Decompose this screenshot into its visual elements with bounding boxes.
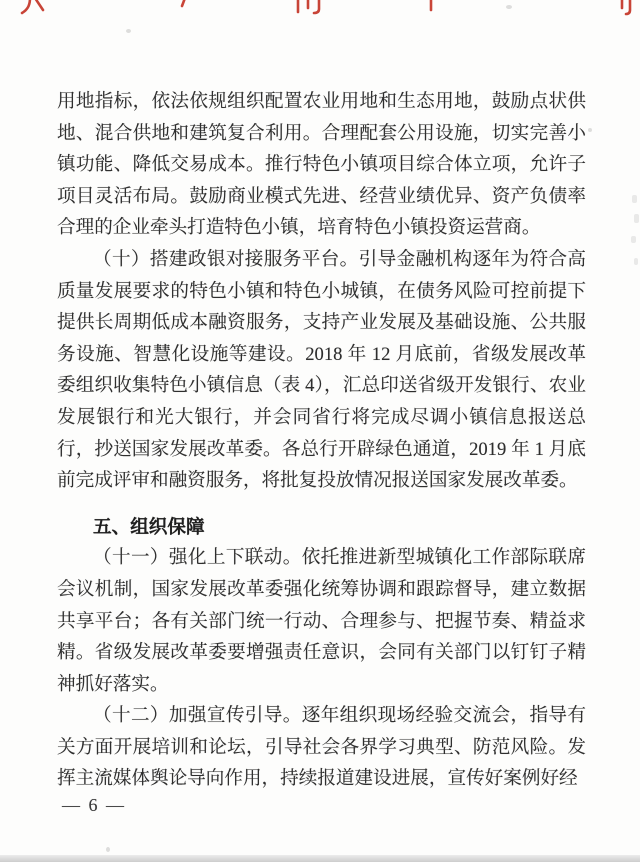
scan-speck: [126, 29, 131, 33]
paragraph-item-10-bank-platform: （十）搭建政银对接服务平台。引导金融机构逐年为符合高质量发展要求的特色小镇和特色小城镇，在债务风险可控前提下提供长周期低成本融资服务，支持产业发展及基础设施、公共服务设施、智慧化设施等建设。2018 年 12 月底前，省级发展改革委组织收集特色小镇信息（表 4），汇总印送省级开发银行、农业发展银行和光大银行，并会同省行将完成尽调小镇信息报送总行，抄送国家发展改革委。各总行开辟绿色通道，2019 年 1 月底前完成评审和融资服务，将批复投放情况报送国家发展改革委。: [57, 248, 586, 492]
scan-speck: [506, 5, 512, 9]
red-stamp-fragment: [626, 0, 630, 14]
red-stamp-fragment: [182, 0, 185, 6]
scan-edge-band: [0, 855, 640, 862]
paragraph-item-11-linkage: （十一）强化上下联动。依托推进新型城镇化工作部际联席会议机制，国家发展改革委强化统筹协调和跟踪督导，建立数据共享平台；各有关部门统一行动、合理参与、把握节奏、精益求精。省级发展改革委要增强责任意识，会同有关部门以钉钉子精神抓好落实。: [57, 547, 586, 695]
red-stamp-fragment: [35, 0, 43, 10]
paragraph-land-supply: 用地指标，依法依规组织配置农业用地和生态用地，鼓励点状供地、混合供地和建筑复合利用。合理配套公用设施，切实完善小镇功能、降低交易成本。推行特色小镇项目综合体立项，允许子项目灵活布局。鼓励商业模式先进、经营业绩优异、资产负债率合理的企业牵头打造特色小镇，培育特色小镇投资运营商。: [57, 91, 586, 239]
page-number: — 6 —: [62, 795, 126, 815]
section-heading-organizational-guarantee: 五、组织保障: [93, 515, 205, 537]
document-body: [57, 86, 586, 795]
scan-speck: [588, 128, 592, 132]
red-stamp-fragment: [314, 0, 319, 13]
page-bleed-mark: [634, 214, 639, 223]
red-stamp-fragment: [22, 0, 30, 13]
scan-speck: [106, 847, 110, 852]
page-bleed-mark: [631, 236, 636, 243]
red-letterhead-fragments: [0, 0, 640, 18]
page-bleed-mark: [634, 258, 638, 265]
page-bleed-mark: [632, 195, 637, 203]
paragraph-item-12-publicity: （十二）加强宣传引导。逐年组织现场经验交流会，指导有关方面开展培训和论坛，引导社会各界学习典型、防范风险。发挥主流媒体舆论导向作用，持续报道建设进展，宣传好案例好经: [57, 705, 586, 790]
